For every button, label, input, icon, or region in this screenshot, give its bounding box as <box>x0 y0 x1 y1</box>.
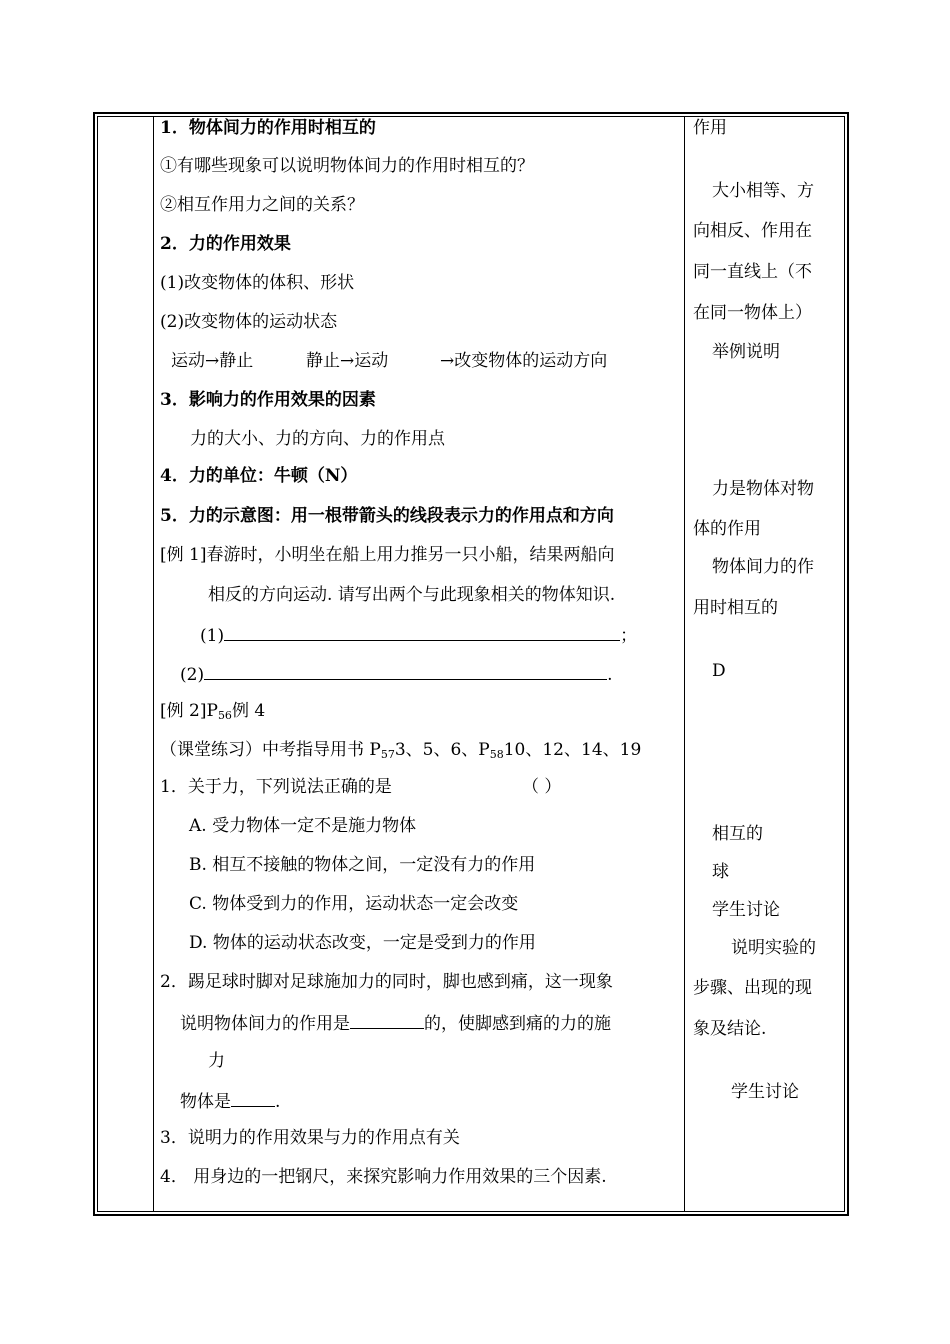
side-note-2: 大小相等、方 <box>712 181 814 201</box>
side-note-discussion-2: 学生讨论 <box>731 1082 799 1102</box>
side-note-4: 同一直线上（不 <box>693 262 812 282</box>
heading-diagram: 5．力的示意图：用一根带箭头的线段表示力的作用点和方向 <box>160 506 614 526</box>
answer-blank-2 <box>180 661 613 686</box>
question-2: ②相互作用力之间的关系？ <box>160 195 364 215</box>
practice-2-line-2 <box>180 1010 611 1035</box>
side-note-3: 向相反、作用在 <box>693 221 812 241</box>
practice-suffix: 10、12、14、19 <box>503 740 642 760</box>
practice-3: 3．说明力的作用效果与力的作用点有关 <box>160 1128 460 1148</box>
question-1: ①有哪些现象可以说明物体间力的作用时相互的？ <box>160 156 534 176</box>
motion-change-2: 静止→运动 <box>306 351 389 371</box>
example-2-suffix: 例 4 <box>231 701 266 721</box>
practice-2-text-b: 的，使脚感到痛的力的施 <box>424 1014 611 1034</box>
practice-2-line-4 <box>180 1088 280 1113</box>
answer-blank-1-label: (1) <box>200 626 225 646</box>
practice-4: 4． 用身边的一把钢尺，来探究影响力作用效果的三个因素. <box>160 1167 607 1187</box>
practice-2-blank-1 <box>350 1010 424 1029</box>
side-note-5: 在同一物体上） <box>693 303 812 323</box>
practice-page-2: 58 <box>489 748 504 761</box>
option-a: A. 受力物体一定不是施力物体 <box>189 816 417 836</box>
practice-2-blank-2 <box>231 1088 275 1107</box>
effect-2: (2)改变物体的运动状态 <box>160 312 338 332</box>
answer-blank-2-end: . <box>607 665 613 685</box>
practice-2-line-1: 2．踢足球时脚对足球施加力的同时，脚也感到痛，这一现象 <box>160 972 613 992</box>
practice-prefix: （课堂练习）中考指导用书 P <box>160 740 381 760</box>
practice-1-question: 1．关于力，下列说法正确的是 <box>160 777 392 797</box>
practice-mid: 3、5、6、P <box>394 740 490 760</box>
answer-blank-1-end: ； <box>620 626 638 646</box>
practice-page-1: 57 <box>380 748 395 761</box>
option-b: B. 相互不接触的物体之间，一定没有力的作用 <box>189 855 536 875</box>
heading-unit: 4．力的单位：牛顿（N） <box>160 466 358 486</box>
example-2 <box>160 700 265 727</box>
side-note-6: 举例说明 <box>712 342 780 362</box>
answer-line-2 <box>204 661 607 680</box>
example-1-line-1: [例 1]春游时，小明坐在船上用力推另一只小船，结果两船向 <box>160 545 615 565</box>
column-divider-left <box>153 116 154 1212</box>
class-practice <box>160 739 641 766</box>
side-answer-ball: 球 <box>712 862 729 882</box>
heading-force-effect: 2．力的作用效果 <box>160 234 291 254</box>
side-answer-d: D <box>712 661 726 681</box>
motion-change-3: →改变物体的运动方向 <box>440 351 608 371</box>
practice-1-answer-paren: （ ） <box>522 777 562 797</box>
side-note-8: 体的作用 <box>693 519 761 539</box>
side-note-9: 物体间力的作 <box>712 557 814 577</box>
option-c: C. 物体受到力的作用，运动状态一定会改变 <box>189 894 519 914</box>
factors-text: 力的大小、力的方向、力的作用点 <box>190 429 445 449</box>
side-note-discussion-1: 学生讨论 <box>712 900 780 920</box>
side-answer-mutual: 相互的 <box>712 824 763 844</box>
answer-line-1 <box>224 622 620 641</box>
effect-1: (1)改变物体的体积、形状 <box>160 273 355 293</box>
heading-mutual-force: 1．物体间力的作用时相互的 <box>160 118 376 138</box>
practice-2-text-d: . <box>275 1092 281 1112</box>
side-note-17: 象及结论. <box>693 1019 767 1039</box>
side-note-10: 用时相互的 <box>693 598 778 618</box>
practice-2-line-3: 力 <box>208 1051 225 1071</box>
side-note-7: 力是物体对物 <box>712 479 814 499</box>
side-note-16: 步骤、出现的现 <box>693 978 812 998</box>
practice-2-text-a: 说明物体间力的作用是 <box>180 1014 350 1034</box>
side-note-15: 说明实验的 <box>731 938 816 958</box>
heading-factors: 3．影响力的作用效果的因素 <box>160 390 376 410</box>
example-1-line-2: 相反的方向运动. 请写出两个与此现象相关的物体知识. <box>208 585 616 605</box>
option-d: D. 物体的运动状态改变，一定是受到力的作用 <box>189 933 536 953</box>
example-2-page: 56 <box>217 709 232 722</box>
motion-change-1: 运动→静止 <box>171 351 254 371</box>
practice-2-text-c: 物体是 <box>180 1092 231 1112</box>
column-divider-right <box>684 116 685 1212</box>
answer-blank-1 <box>200 622 637 647</box>
example-2-prefix: [例 2]P <box>160 701 218 721</box>
side-note-1: 作用 <box>693 118 727 138</box>
answer-blank-2-label: (2) <box>180 665 205 685</box>
